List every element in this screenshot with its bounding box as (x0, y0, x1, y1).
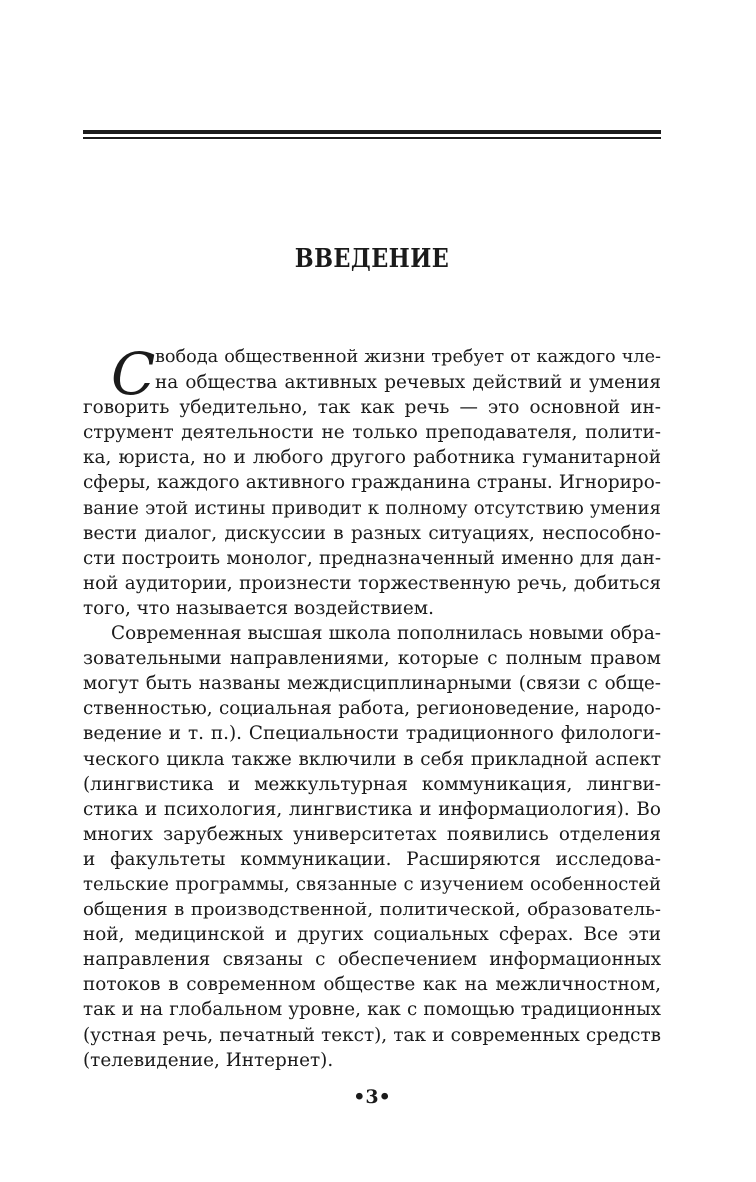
text-line: потоков в современном обществе как на межличностном, (83, 974, 661, 996)
text-line: ведение и т. п.). Специальности традиционного филологи- (83, 723, 661, 745)
text-line: говорить убедительно, так как речь — это основной ин- (83, 397, 661, 419)
text-line: (лингвистика и межкультурная коммуникация, лингви- (83, 773, 661, 795)
text-line: и факультеты коммуникации. Расширяются исследова- (83, 848, 661, 870)
chapter-title: ВВЕДЕНИЕ (294, 244, 450, 274)
text-line: (устная речь, печатный текст), так и современных средств (83, 1024, 661, 1046)
text-line: зовательными направлениями, которые с полным правом (83, 648, 661, 670)
text-line: направления связаны с обеспечением информационных (83, 949, 661, 971)
text-line: тельские программы, связанные с изучением особенностей (83, 873, 661, 895)
top-rule-thick (83, 130, 661, 134)
drop-cap: С (111, 340, 156, 408)
body-text (83, 340, 661, 1073)
text-line: вание этой истины приводит к полному отсутствию умения (83, 497, 661, 519)
text-line: струмент деятельности не только преподавателя, полити- (83, 422, 661, 444)
page-number: •3• (353, 1086, 391, 1108)
text-line: вобода общественной жизни требует от каждого чле- (155, 347, 661, 367)
top-rule-thin (83, 137, 661, 139)
text-line: вести диалог, дискуссии в разных ситуациях, неспособно- (83, 522, 661, 544)
text-line: ной, медицинской и других социальных сферах. Все эти (83, 924, 661, 946)
text-line: Современная высшая школа пополнилась новыми обра- (111, 623, 661, 645)
text-line: могут быть названы междисциплинарными (связи с обще- (83, 673, 661, 695)
text-line: ка, юриста, но и любого другого работника гуманитарной (83, 447, 661, 469)
text-line: сти построить монолог, предназначенный именно для дан- (83, 547, 661, 569)
text-line: на общества активных речевых действий и умения (155, 372, 661, 394)
text-line: того, что называется воздействием. (83, 597, 434, 619)
text-line: многих зарубежных университетах появились отделения (83, 823, 661, 845)
text-line: ственностью, социальная работа, регионоведение, народо- (83, 698, 661, 720)
text-line: ческого цикла также включили в себя прикладной аспект (83, 748, 661, 770)
text-line: стика и психология, лингвистика и информациология). Во (83, 798, 661, 820)
text-line: так и на глобальном уровне, как с помощью традиционных (83, 999, 661, 1021)
text-line: общения в производственной, политической, образователь- (83, 899, 661, 921)
text-line: сферы, каждого активного гражданина страны. Игнориро- (83, 472, 661, 494)
text-line: ной аудитории, произнести торжественную речь, добиться (83, 572, 661, 594)
text-line: (телевидение, Интернет). (83, 1049, 334, 1071)
